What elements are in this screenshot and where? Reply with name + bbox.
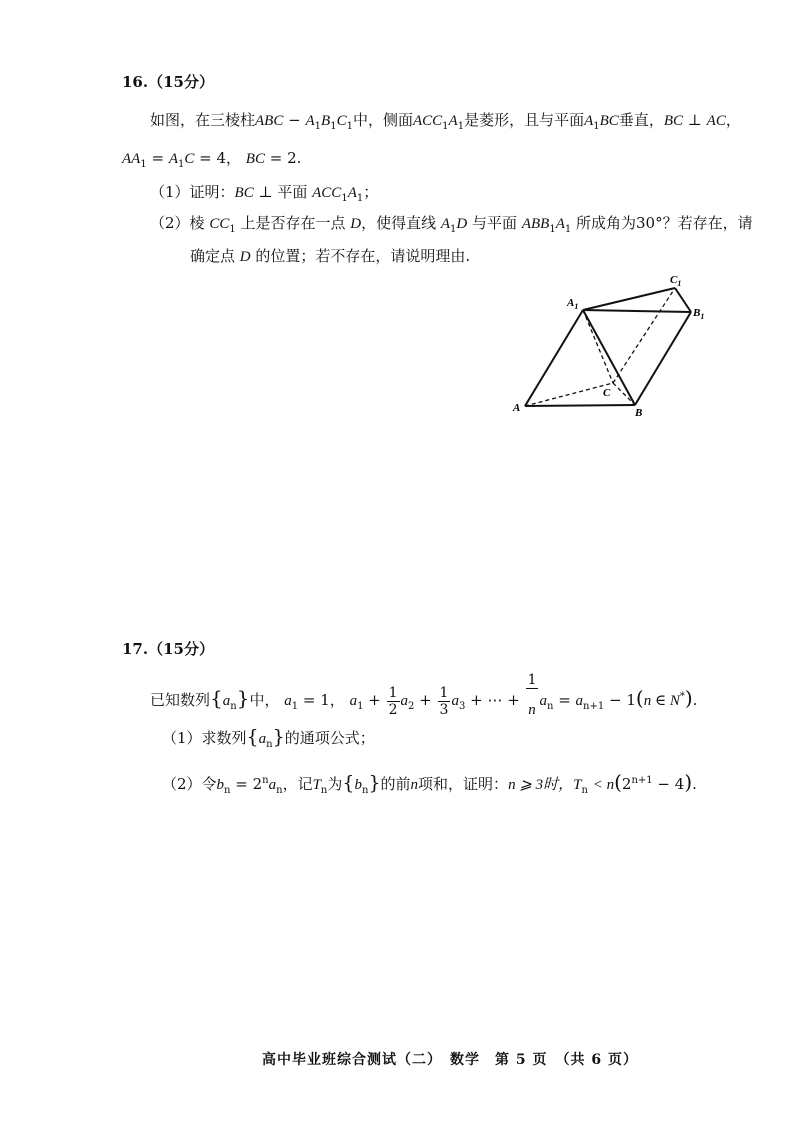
q17-stem: 已知数列$\{a_n\}$中， $a_1 = 1$， $a_1$ + $\frac{1}{2}$ $a_2$ + $\frac{1}{3}$ $a_3$ + ⋯ + $\frac{1}{n}a_n = a_{n+1} - 1(n$ ∈ N*). [150,672,697,712]
edge-C-C1 [613,288,675,383]
frac-third: $\frac{1}{3}$ [439,684,449,718]
edge-C1-B1 [675,288,691,312]
label-A1: $A_1$ [567,297,579,311]
edge-A-B [525,405,635,406]
q16-part1: （1）证明：BC ⊥ 平面 $ACC_1A_1$； [150,183,379,204]
label-A: A [513,402,521,414]
q16-part2-line1: （2）棱 $CC_1$ 上是否存在一点 D，使得直线 $A_1D$ 与平面 $ABB_1A_1$ 所成角为30°？若存在，请 [150,214,753,235]
q17-heading: 17.（15分） [122,640,214,658]
q16-part2-line2: 确定点 D 的位置；若不存在，请说明理由. [190,247,471,265]
label-C1: $C_1$ [670,274,682,288]
edge-A-A1 [525,310,583,406]
page-footer: 高中毕业班综合测试（二） 数学 第 5 页 （共 6 页） [262,1052,638,1068]
edge-A1-B1 [583,310,691,312]
label-B1: $B_1$ [693,307,705,321]
q17-part2: （2）令$b_n = 2^na_n$，记$T_n$为$\{b_n\}$的前n项和，证明：n ⩾ 3时，$T_n < n(2^{n+1} - 4)$. [162,770,697,796]
edge-A1-C1 [583,288,675,310]
q17-part1: （1）求数列$\{a_n\}$的通项公式； [162,726,375,750]
edge-A1-C [583,310,613,383]
prism-figure [505,268,715,418]
label-B: B [635,407,643,418]
edge-B1-B [635,312,691,405]
q16-heading: 16.（15分） [122,73,214,91]
frac-1-over-n: $\frac{1}{n}$ [527,672,537,718]
label-C: C [603,387,611,399]
q16-stem-line1: 如图，在三棱柱ABC − $A_1B_1C_1$中，侧面$ACC_1A_1$是菱形，且与平面$A_1BC$垂直，BC ⊥ AC， [150,111,741,132]
frac-half: $\frac{1}{2}$ [388,684,398,718]
edge-A-C [525,383,613,406]
q16-stem-line2: $AA_1 = A_1C = 4$， BC = 2. [122,149,302,170]
